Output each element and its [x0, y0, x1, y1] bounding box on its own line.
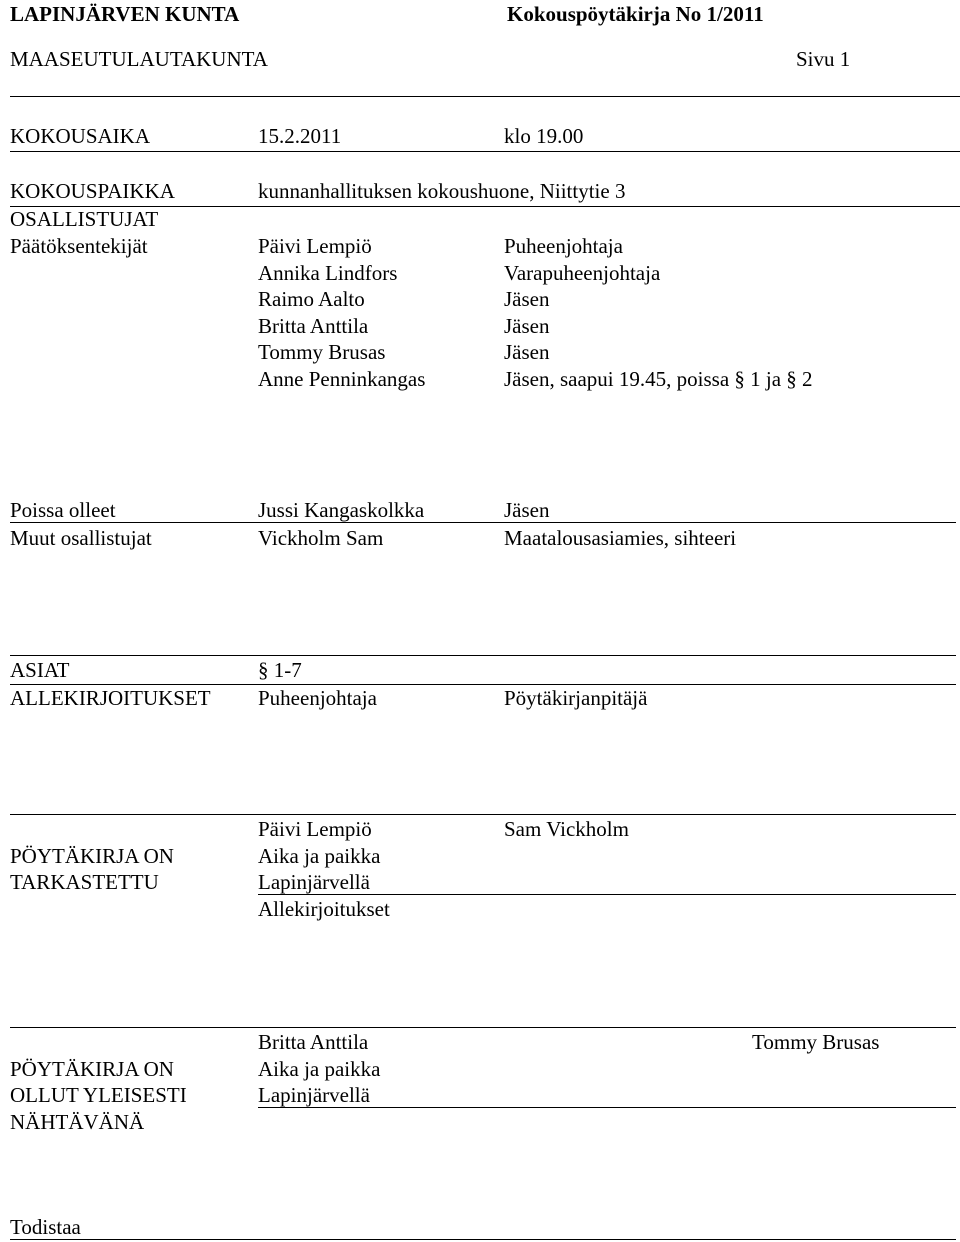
divider — [10, 522, 956, 523]
checked-label: TARKASTETTU — [10, 870, 159, 894]
display-name: Britta Anttila — [258, 1030, 369, 1054]
signature-line — [10, 1239, 956, 1240]
member-role: Jäsen — [504, 314, 550, 338]
member-name: Anne Penninkangas — [258, 367, 426, 391]
absent-label: Poissa olleet — [10, 498, 116, 522]
meeting-time-label: KOKOUSAIKA — [10, 124, 150, 148]
divider — [10, 814, 956, 815]
certify-label: Todistaa — [10, 1215, 81, 1239]
checker-name: Sam Vickholm — [504, 817, 629, 841]
public-label: NÄHTÄVÄNÄ — [10, 1110, 145, 1134]
time-place-label: Aika ja paikka — [258, 844, 381, 868]
signatures-label: ALLEKIRJOITUKSET — [10, 686, 211, 710]
absent-name: Jussi Kangaskolkka — [258, 498, 425, 522]
board-name: MAASEUTULAUTAKUNTA — [10, 47, 268, 71]
absent-role: Jäsen — [504, 498, 550, 522]
items-label: ASIAT — [10, 658, 70, 682]
decision-makers-label: Päätöksentekijät — [10, 234, 148, 258]
member-role: Jäsen, saapui 19.45, poissa § 1 ja § 2 — [504, 367, 813, 391]
member-name: Raimo Aalto — [258, 287, 365, 311]
divider — [10, 151, 960, 152]
signature-line — [258, 894, 956, 895]
others-role: Maatalousasiamies, sihteeri — [504, 526, 737, 550]
header-divider — [10, 96, 960, 97]
member-name: Annika Lindfors — [258, 261, 398, 285]
display-name: Tommy Brusas — [752, 1030, 880, 1054]
meeting-place-label: KOKOUSPAIKKA — [10, 179, 175, 203]
public-label: OLLUT YLEISESTI — [10, 1083, 187, 1107]
member-role: Jäsen — [504, 340, 550, 364]
meeting-date: 15.2.2011 — [258, 124, 342, 148]
secretary-label: Pöytäkirjanpitäjä — [504, 686, 648, 710]
member-role: Varapuheenjohtaja — [504, 261, 661, 285]
public-label: PÖYTÄKIRJA ON — [10, 1057, 174, 1081]
divider — [10, 684, 956, 685]
meeting-clock: klo 19.00 — [504, 124, 584, 148]
divider — [10, 655, 956, 656]
others-name: Vickholm Sam — [258, 526, 384, 550]
signatures-caption: Allekirjoitukset — [258, 897, 390, 921]
page-number: Sivu 1 — [796, 47, 851, 71]
checked-label: PÖYTÄKIRJA ON — [10, 844, 174, 868]
others-label: Muut osallistujat — [10, 526, 152, 550]
items-value: § 1-7 — [258, 658, 302, 682]
meeting-place: kunnanhallituksen kokoushuone, Niittytie 3 — [258, 179, 626, 203]
place-value: Lapinjärvellä — [258, 1083, 370, 1107]
divider — [10, 1027, 956, 1028]
member-name: Tommy Brusas — [258, 340, 386, 364]
signature-line — [258, 1107, 956, 1108]
member-role: Puheenjohtaja — [504, 234, 623, 258]
member-role: Jäsen — [504, 287, 550, 311]
place-value: Lapinjärvellä — [258, 870, 370, 894]
member-name: Britta Anttila — [258, 314, 369, 338]
checker-name: Päivi Lempiö — [258, 817, 372, 841]
participants-label: OSALLISTUJAT — [10, 207, 159, 231]
municipality-name: LAPINJÄRVEN KUNTA — [10, 2, 240, 26]
minutes-number: Kokouspöytäkirja No 1/2011 — [507, 2, 764, 26]
chair-label: Puheenjohtaja — [258, 686, 377, 710]
time-place-label: Aika ja paikka — [258, 1057, 381, 1081]
member-name: Päivi Lempiö — [258, 234, 372, 258]
